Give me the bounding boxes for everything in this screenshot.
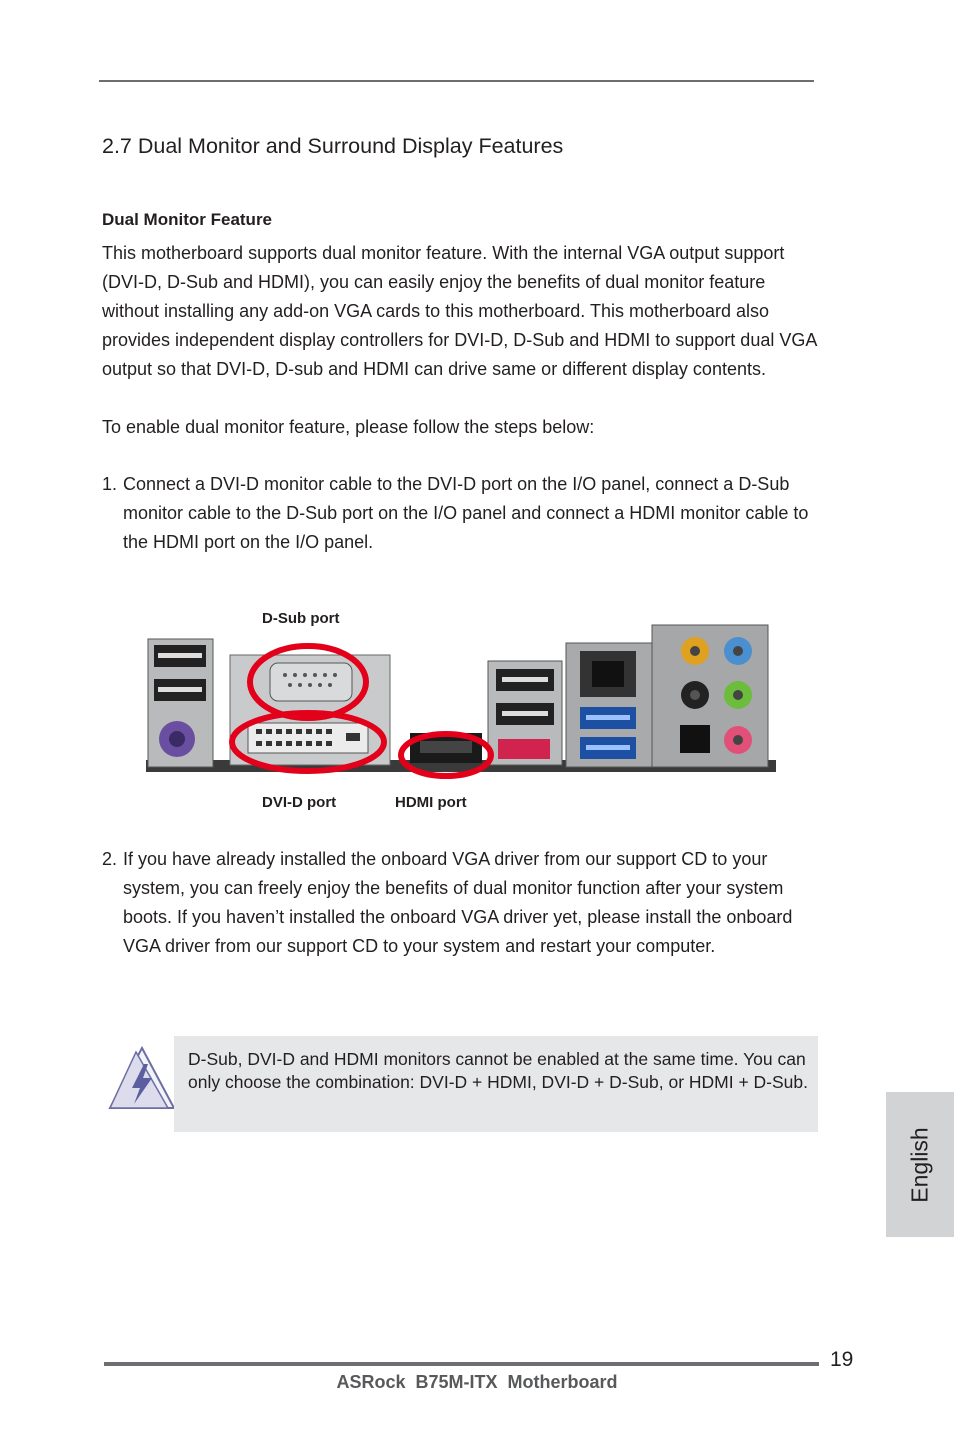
steps-intro: To enable dual monitor feature, please follow the steps below: <box>102 417 595 437</box>
warning-icon <box>106 1046 176 1112</box>
io-panel-photo <box>140 615 780 780</box>
note-text: D-Sub, DVI-D and HDMI monitors cannot be enabled at the same time. You can only choose the combination: DVI-D + HDMI, DVI-D + D-Sub, or HDMI + D-Sub. <box>188 1049 809 1092</box>
section-title: 2.7 Dual Monitor and Surround Display Features <box>102 134 564 158</box>
step-text: Connect a DVI-D monitor cable to the DVI-D port on the I/O panel, connect a D-Sub monitor cable to the D-Sub port on the I/O panel and connect a HDMI monitor cable to the HDMI port on the I/O panel. <box>123 474 809 552</box>
dsub-connector <box>270 663 352 701</box>
language-tab <box>886 1092 954 1237</box>
page-number: 19 <box>830 1348 854 1371</box>
bottom-rule <box>104 1362 819 1366</box>
top-rule <box>99 80 814 82</box>
hdmi-port-label: HDMI port <box>395 794 467 811</box>
language-tab-label: English <box>906 1126 933 1203</box>
step-number: 2. <box>102 849 118 869</box>
step-2 <box>102 845 822 961</box>
footer-product: ASRock B75M-ITX Motherboard <box>336 1372 618 1392</box>
note-box <box>174 1036 818 1132</box>
step-text: If you have already installed the onboard VGA driver from our support CD to your system, you can freely enjoy the benefits of dual monitor function after your system boots. If you haven’t installed the onboard VGA driver yet, please install the onboard VGA driver from our support CD to your system and restart your computer. <box>123 849 793 956</box>
step-1 <box>102 470 822 557</box>
optical-port <box>680 725 710 753</box>
dsub-port-label: D-Sub port <box>262 610 340 627</box>
dvid-port-label: DVI-D port <box>262 794 337 811</box>
esata-port <box>498 739 550 759</box>
step-number: 1. <box>102 474 118 494</box>
intro-paragraph: This motherboard supports dual monitor feature. With the internal VGA output support (DVI-D, D-Sub and HDMI), you can easily enjoy the benefits of dual monitor feature without installing any add-on VGA cards to this motherboard. This motherboard also provides independent display controllers for DVI-D, D-Sub and HDMI to support dual VGA output so that DVI-D, D-sub and HDMI can drive same or different display contents. <box>102 243 817 379</box>
dual-monitor-heading: Dual Monitor Feature <box>102 210 273 229</box>
